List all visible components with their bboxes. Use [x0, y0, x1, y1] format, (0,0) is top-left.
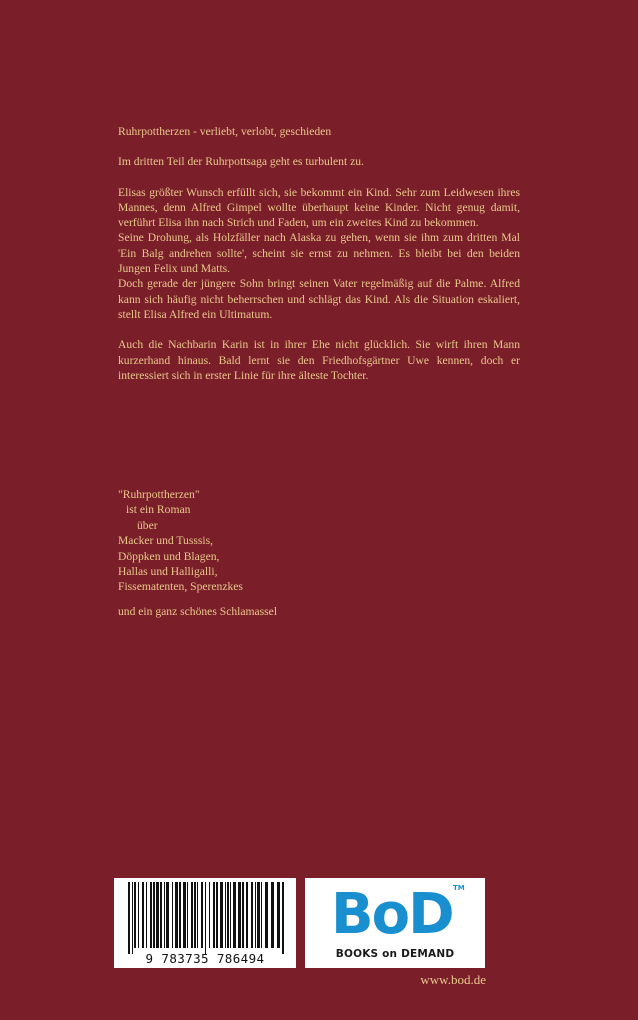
- blurb-title: Ruhrpottherzen - verliebt, verlobt, geschieden: [118, 125, 332, 138]
- poem-line-8: und ein ganz schönes Schlamassel: [118, 604, 278, 618]
- barcode-bar: [164, 882, 165, 948]
- barcode-bar: [225, 882, 226, 948]
- barcode-bar: [166, 882, 169, 948]
- barcode-bar: [132, 882, 133, 954]
- barcode-bar: [187, 882, 188, 948]
- barcode-bar: [271, 882, 274, 948]
- poem-line-2: ist ein Roman: [126, 503, 191, 517]
- barcode-bar: [201, 882, 203, 948]
- poem-line-1: "Ruhrpottherzen": [118, 488, 200, 501]
- blurb-paragraph-1: Elisas größter Wunsch erfüllt sich, sie bekommt ein Kind. Sehr zum Leidwesen ihres Mannes, denn Alfred Gimpel wollte überhaupt keine Kinder. Nicht genug damit, verführt Elisa ihn nach Strich und Faden, um ein zweites Kind zu bekommen.: [118, 185, 520, 230]
- barcode-bar: [265, 882, 268, 948]
- barcode-bar: [191, 882, 193, 948]
- barcode-bar: [209, 882, 210, 948]
- poem-line-3: über: [137, 518, 158, 532]
- barcode-digits: 9 783735 786494: [145, 951, 265, 966]
- poem-line-5: Döppken und Blagen,: [118, 549, 220, 563]
- blurb-intro: Im dritten Teil der Ruhrpottsaga geht es turbulent zu.: [118, 155, 364, 169]
- barcode-bar: [160, 882, 162, 948]
- poem-block: [118, 487, 418, 619]
- barcode-bar: [257, 882, 260, 948]
- barcode-bar: [138, 882, 139, 948]
- barcode-bar: [282, 882, 284, 954]
- barcode-bar: [251, 882, 253, 948]
- barcode-bar: [172, 882, 173, 948]
- bod-logo-mark: BoD: [331, 882, 453, 947]
- barcode-bar: [261, 882, 262, 948]
- poem-line-6: Hallas und Halligalli,: [118, 565, 218, 579]
- barcode-bar: [175, 882, 178, 948]
- barcode-bar: [213, 882, 215, 948]
- barcode-bar: [233, 882, 236, 948]
- barcode-bar: [142, 882, 144, 948]
- barcode-bar: [197, 882, 198, 948]
- barcode-bar: [230, 882, 231, 948]
- bod-trademark: TM: [453, 884, 465, 892]
- back-cover-blurb: [118, 124, 520, 383]
- barcode-bar: [156, 882, 159, 948]
- barcode-bar: [227, 882, 229, 948]
- blurb-paragraph-3: Doch gerade der jüngere Sohn bringt seinen Vater regelmäßig auf die Palme. Alfred kann sich häufig nicht beherrschen und schlägt das Kind. Als die Situation eskaliert, stellt Elisa Alfred ein Ultimatum.: [118, 277, 520, 321]
- barcode-bar: [242, 882, 244, 948]
- poem-line-4: Macker und Tusssis,: [118, 534, 214, 548]
- barcode-bar: [153, 882, 155, 948]
- barcode-bar: [246, 882, 248, 948]
- barcode-bar: [128, 882, 130, 954]
- barcode-bar: [216, 882, 218, 948]
- barcode-bar: [220, 882, 223, 948]
- barcode-bar: [146, 882, 147, 948]
- barcode-bar: [238, 882, 241, 948]
- blurb-paragraph-2: Seine Drohung, als Holzfäller nach Alaska zu gehen, wenn sie ihm zum dritten Mal 'Ein Balg andrehen sollte', scheint sie ernst zu nehmen. Es bleibt bei den beiden Jungen Felix und Matts.: [118, 231, 520, 276]
- publisher-url: www.bod.de: [420, 972, 486, 987]
- bod-logo: [305, 878, 485, 968]
- barcode-bar: [194, 882, 196, 948]
- barcode-bar: [179, 882, 181, 948]
- isbn-barcode: [114, 878, 296, 968]
- barcode-bar: [150, 882, 152, 948]
- barcode-bar: [255, 882, 256, 948]
- barcode-bar: [205, 882, 206, 954]
- barcode-bar: [277, 882, 280, 948]
- barcode-bar: [183, 882, 186, 948]
- poem-line-7: Fissematenten, Sperenzkes: [118, 580, 243, 594]
- blurb-paragraph-4: Auch die Nachbarin Karin ist in ihrer Ehe nicht glücklich. Sie wirft ihren Mann kurzerhand hinaus. Bald lernt sie den Friedhofsgärtner Uwe kennen, doch er interessiert sich in erster Linie für ihre älteste Tochter.: [118, 338, 520, 382]
- barcode-bar: [134, 882, 136, 948]
- bod-tagline: BOOKS on DEMAND: [335, 948, 455, 960]
